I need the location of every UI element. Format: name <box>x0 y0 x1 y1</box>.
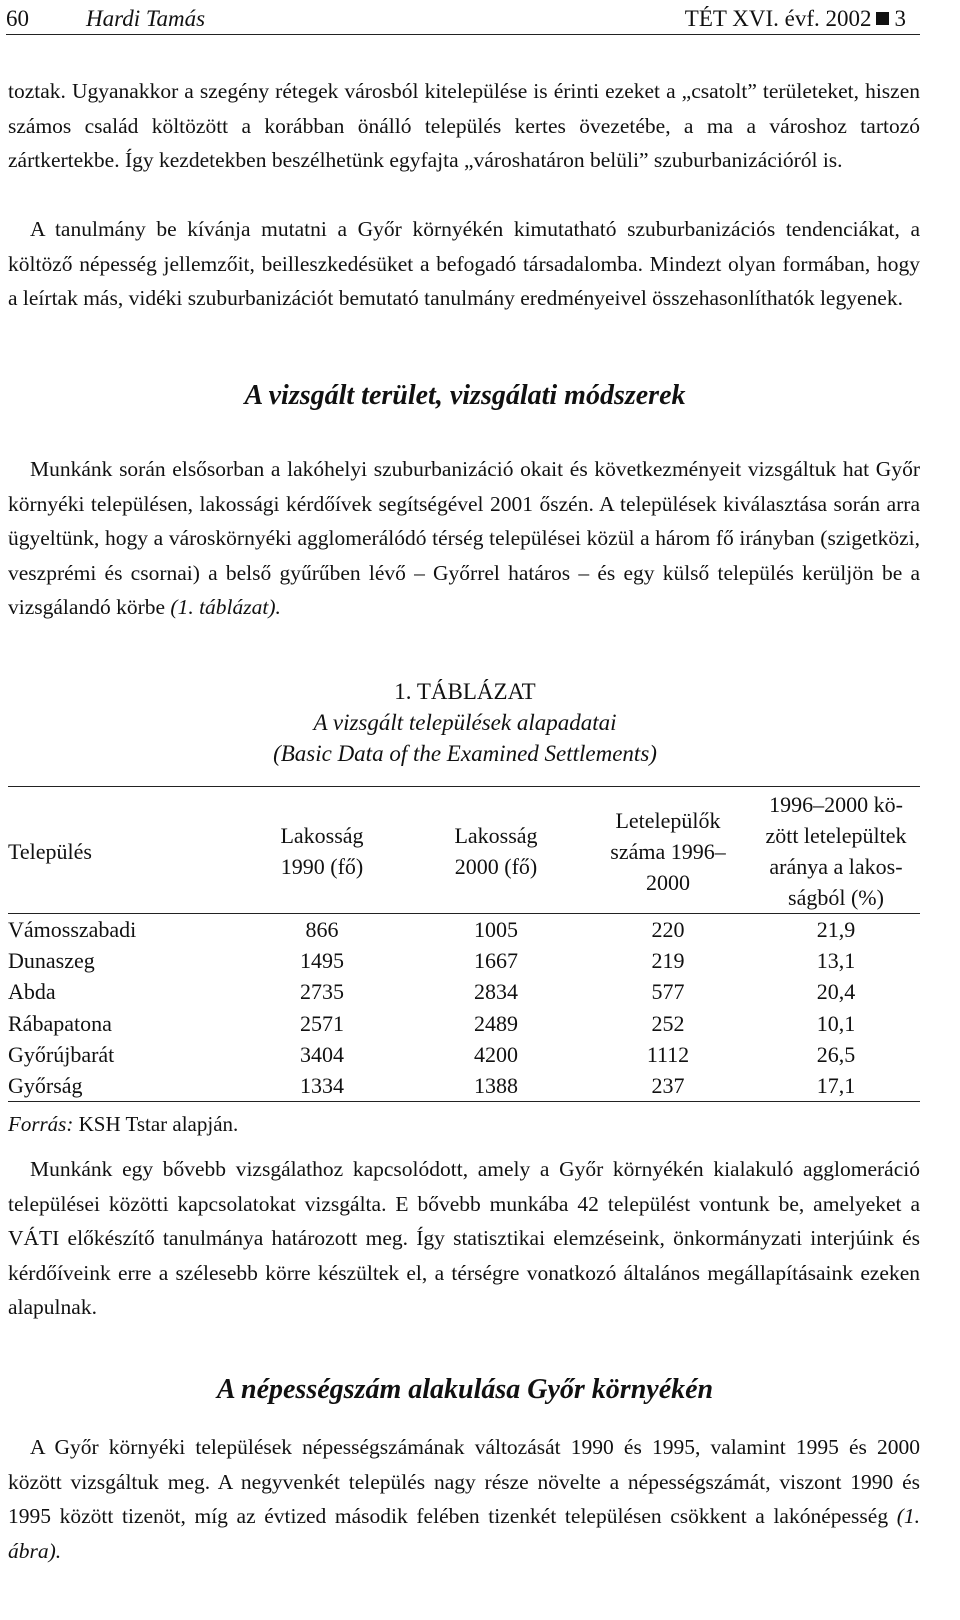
paragraph-3-text: Munkánk során elsősorban a lakóhelyi szuburbanizáció okait és következményeit vizsgáltuk hat Győr környéki településen, lakossági kérdőívek segítségével 2001 őszén. A települések kiválasztása során arra ügyeltünk, hogy a városkörnyéki agglomerálódó térség települései közül a három fő irányban (szigetközi, veszprémi és csornai) a belső gyűrűben lévő – Győrrel határos – és egy külső település kerüljön be a vizsgálandó körbe <box>8 457 920 620</box>
table-header-row <box>8 787 920 914</box>
table-row <box>8 914 920 946</box>
cell-settlement: Győrújbarát <box>8 1041 115 1067</box>
paragraph-1: toztak. Ugyanakkor a szegény rétegek városból kitelepülése is érinti ezeket a „csatolt” területeket, hiszen számos család költözött a korábban önálló település kertes övezetébe, a ma a városhoz tartozó zártkertekbe. Így kezdetekben beszélhetünk egyfajta „városhatáron belüli” szuburbanizációról is. <box>8 79 920 173</box>
cell-pop-2000: 1667 <box>474 948 518 974</box>
cell-settlement: Rábapatona <box>8 1010 112 1036</box>
table-reference: (1. táblázat). <box>170 595 281 620</box>
cell-pop-1990: 1334 <box>236 1070 408 1102</box>
table-row <box>8 945 920 976</box>
page-number: 60 <box>6 6 29 31</box>
header-letelepulok: Letelepülők száma 1996– 2000 <box>584 787 752 914</box>
header-telepules: Település <box>8 787 236 914</box>
section-heading-2: A népességszám alakulása Győr környékén <box>216 1374 714 1405</box>
paragraph-2: A tanulmány be kívánja mutatni a Győr környékén kimutatható szuburbanizációs tendenciákat, a költöző népesség jellemzőit, beilleszkedésüket a befogadó társadalomba. Mindezt olyan formában, hogy a leírtak más, vidéki szuburbanizációt bemutató tanulmány eredményeivel összehasonlíthatók legyenek. <box>8 217 920 311</box>
cell-pop-1990: 3404 <box>300 1041 344 1067</box>
cell-pop-2000: 1388 <box>408 1070 584 1102</box>
source-label: Forrás: <box>8 1112 74 1136</box>
cell-settlement: Győrság <box>8 1070 236 1102</box>
paragraph-5 <box>8 1430 920 1568</box>
cell-pop-1990: 1495 <box>300 948 344 974</box>
table-row <box>8 1070 920 1102</box>
cell-pop-1990: 2735 <box>300 979 344 1005</box>
cell-pop-2000: 2834 <box>474 979 518 1005</box>
cell-pop-2000: 4200 <box>474 1041 518 1067</box>
cell-share: 13,1 <box>816 948 856 974</box>
square-bullet-icon <box>876 12 889 25</box>
table-source <box>8 1110 238 1138</box>
table-caption <box>0 676 930 769</box>
header-lakossag-1990: Lakosság 1990 (fő) <box>236 787 408 914</box>
cell-settlers: 219 <box>651 948 685 974</box>
header-arany: 1996–2000 kö- zött letelepültek aránya a lakos- ságból (%) <box>752 787 920 914</box>
source-text: KSH Tstar alapján. <box>78 1112 239 1136</box>
cell-pop-1990: 2571 <box>300 1010 344 1036</box>
issue-number: 3 <box>894 6 906 31</box>
cell-share: 26,5 <box>816 1041 856 1067</box>
cell-settlers: 237 <box>584 1070 752 1102</box>
table-title-en: (Basic Data of the Examined Settlements) <box>273 741 657 766</box>
cell-pop-2000: 2489 <box>474 1010 518 1036</box>
running-journal <box>685 4 906 34</box>
cell-settlers: 1112 <box>646 1041 690 1067</box>
cell-settlers: 252 <box>651 1010 685 1036</box>
cell-settlement: Vámosszabadi <box>8 917 137 943</box>
cell-settlement: Abda <box>8 979 56 1005</box>
settlements-table <box>8 786 920 1102</box>
paragraph-4: Munkánk egy bővebb vizsgálathoz kapcsolódott, amely a Győr környékén kialakuló agglomeráció települései közötti kapcsolatokat vizsgálta. E bővebb munkába 42 települést vontunk be, amelyeket a VÁTI előkészítő tanulmánya határozott meg. Így statisztikai elemzéseink, önkormányzati interjúink és kérdőíveink erre a szélesebb körre készültek el, a térségre vonatkozó általános megállapításaink ezeken alapulnak. <box>8 1157 920 1320</box>
table-row <box>8 976 920 1007</box>
cell-share: 21,9 <box>816 917 856 943</box>
table-row <box>8 1039 920 1070</box>
table-label: 1. TÁBLÁZAT <box>394 679 536 704</box>
paragraph-5-text: A Győr környéki települések népességszámának változását 1990 és 1995, valamint 1995 és 2000 között vizsgáltuk meg. A negyvenkét település nagy része növelte a népességszámát, viszont 1990 és 1995 között tizenöt, míg az évtized második felében tizenkét településen csökkent a lakónépesség <box>8 1435 920 1529</box>
journal-title: TÉT XVI. évf. 2002 <box>684 6 872 31</box>
cell-settlement: Dunaszeg <box>8 948 95 974</box>
paragraph-3 <box>8 452 920 625</box>
page-header <box>6 4 920 35</box>
running-author: Hardi Tamás <box>86 6 206 31</box>
cell-pop-2000: 1005 <box>474 917 518 943</box>
cell-share: 20,4 <box>816 979 856 1005</box>
table-title-hu: A vizsgált települések alapadatai <box>313 710 617 735</box>
cell-share: 17,1 <box>752 1070 920 1102</box>
cell-pop-1990: 866 <box>305 917 339 943</box>
cell-settlers: 220 <box>651 917 685 943</box>
figure-reference: (1. ábra). <box>8 1504 921 1563</box>
header-lakossag-2000: Lakosság 2000 (fő) <box>408 787 584 914</box>
cell-settlers: 577 <box>651 979 685 1005</box>
section-heading-1: A vizsgált terület, vizsgálati módszerek <box>244 380 686 411</box>
table-row <box>8 1008 920 1039</box>
cell-share: 10,1 <box>816 1010 856 1036</box>
